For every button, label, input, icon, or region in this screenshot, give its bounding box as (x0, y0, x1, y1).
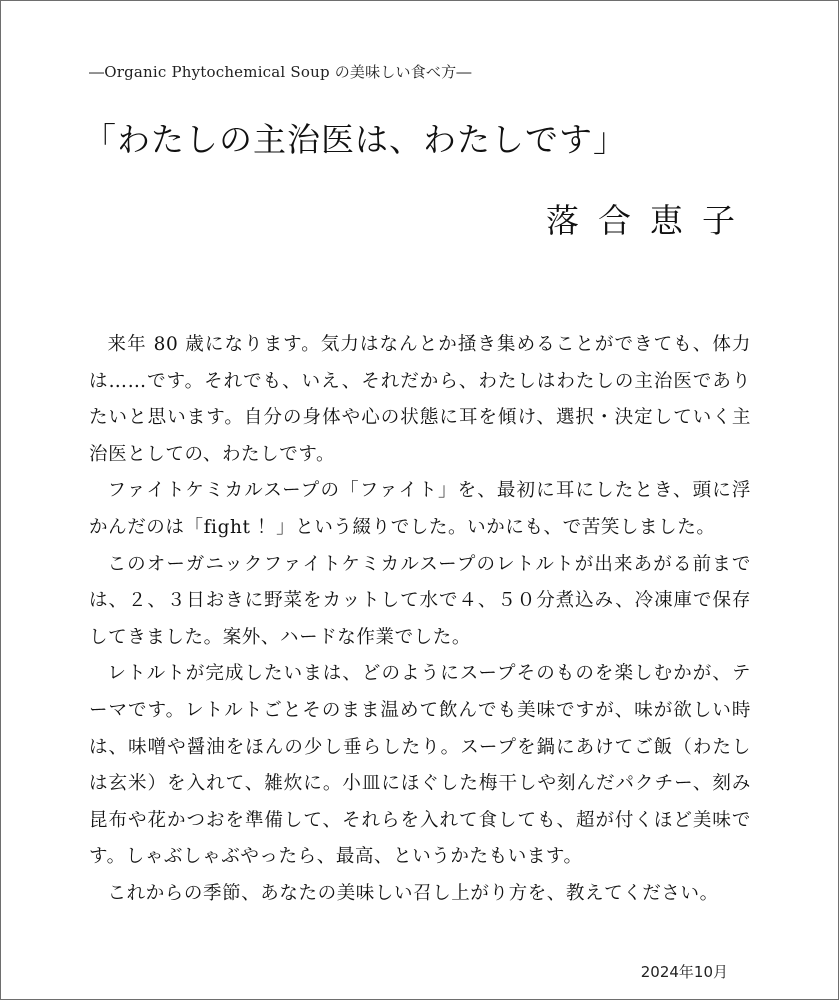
subtitle: ―Organic Phytochemical Soup の美味しい食べ方― (89, 63, 472, 81)
author-name: 落合恵子 (546, 201, 754, 240)
essay-title: 「わたしの主治医は、わたしです」 (83, 120, 627, 159)
paragraph: 来年 80 歳になります。気力はなんとか掻き集めることができても、体力は……です。それでも、いえ、それだから、わたしはわたしの主治医でありたいと思います。自分の身体や心の状態に耳を傾け、選択・決定していく主治医としての、わたしです。 (89, 334, 751, 465)
paragraph: これからの季節、あなたの美味しい召し上がり方を、教えてください。 (107, 882, 719, 904)
essay-body (89, 327, 751, 913)
date-stamp: 2024年10月 (640, 963, 728, 981)
paragraph: レトルトが完成したいまは、どのようにスープそのものを楽しむかが、テーマです。レトルトごとそのまま温めて飲んでも美味ですが、味が欲しい時は、味噌や醤油をほんの少し垂らしたり。スープを鍋にあけてご飯（わたしは玄米）を入れて、雑炊に。小皿にほぐした梅干しや刻んだパクチー、刻み昆布や花かつおを準備して、それらを入れて食しても、超が付くほど美味です。しゃぶしゃぶやったら、最高、というかたもいます。 (89, 663, 751, 868)
paragraph: このオーガニックファイトケミカルスープのレトルトが出来あがる前までは、２、３日おきに野菜をカットして水で４、５０分煮込み、冷凍庫で保存してきました。案外、ハードな作業でした。 (89, 553, 751, 648)
paragraph: ファイトケミカルスープの「ファイト」を、最初に耳にしたとき、頭に浮かんだのは「fight ！」という綴りでした。いかにも、で苦笑しました。 (89, 480, 751, 538)
